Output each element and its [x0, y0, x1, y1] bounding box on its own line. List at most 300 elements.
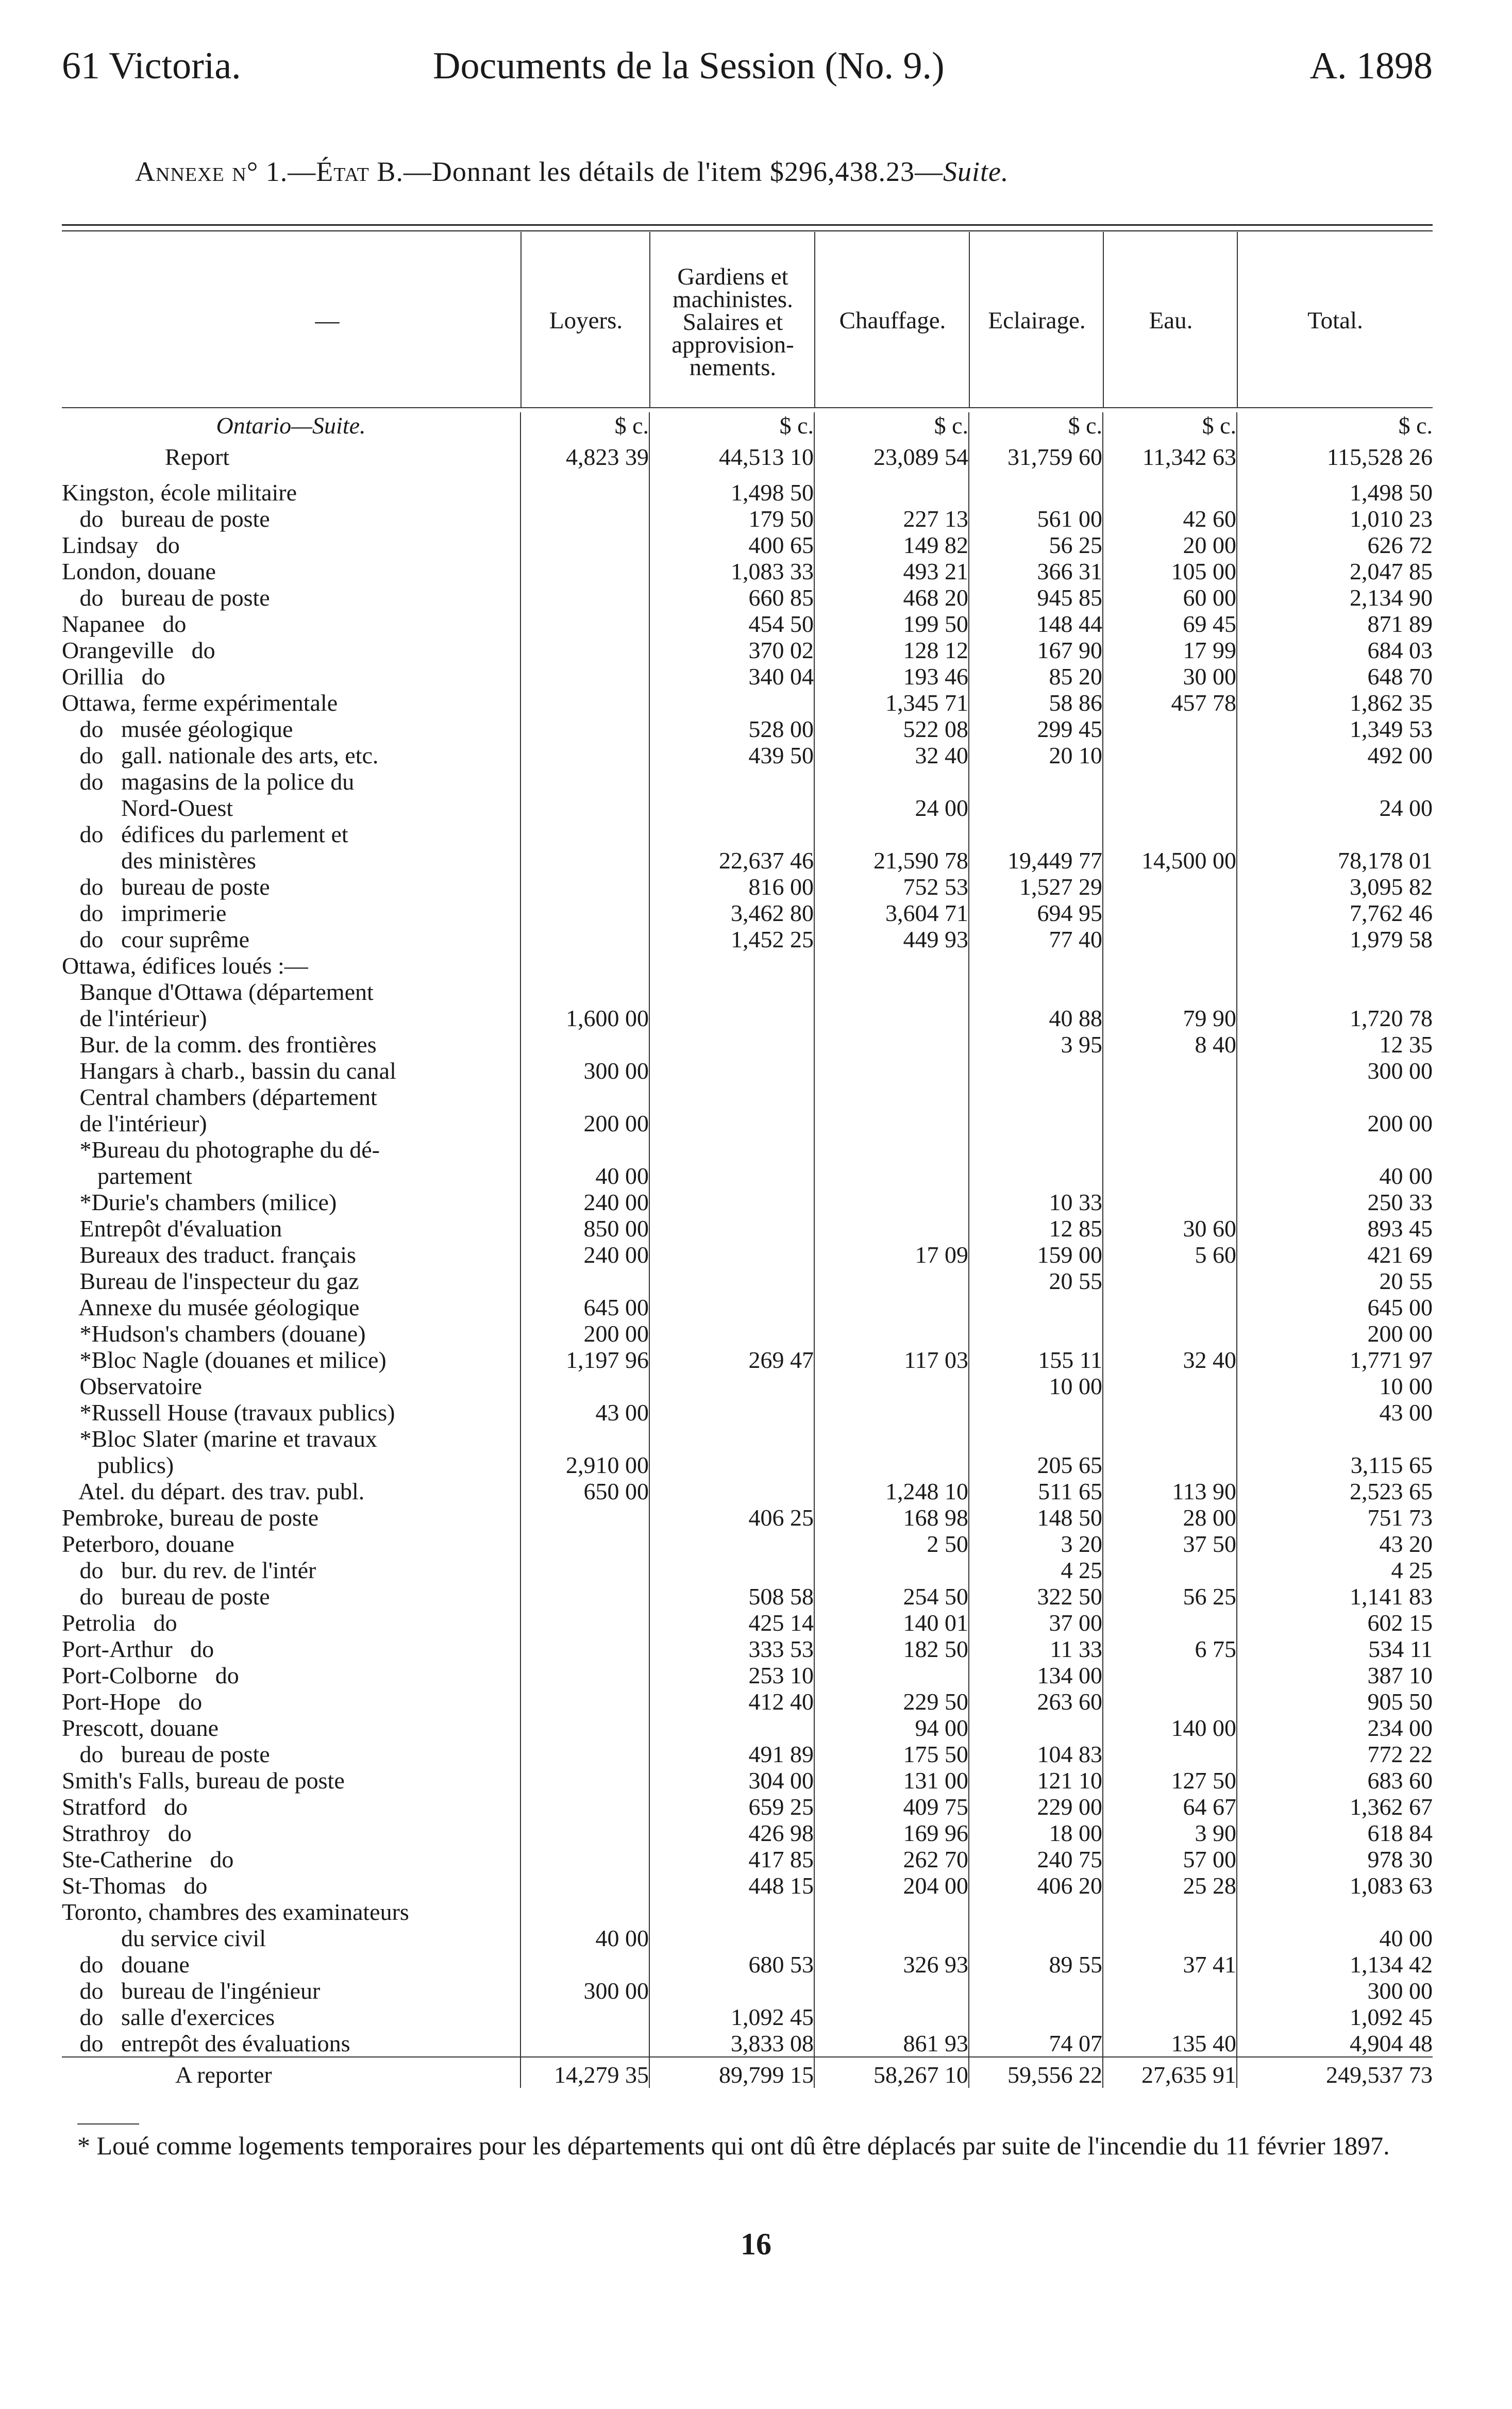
- cell-total: 234 00: [1237, 1715, 1433, 1741]
- cell-eclairage: 167 90: [969, 637, 1103, 663]
- cell-chauffage: 175 50: [814, 1741, 969, 1767]
- cell-chauffage: [814, 1899, 969, 1925]
- cell-eau: 8 40: [1103, 1031, 1237, 1058]
- cell-loyers: [520, 1820, 649, 1846]
- cell-eclairage: 20 10: [969, 742, 1103, 768]
- table-row: [62, 1688, 1433, 1715]
- cell-eau: [1103, 1399, 1237, 1426]
- column-header-total: Total.: [1307, 307, 1363, 334]
- cell-chauffage: [814, 1136, 969, 1163]
- cell-gardiens: [649, 690, 814, 716]
- cell-chauffage: 409 75: [814, 1794, 969, 1820]
- unit-eau: $ c.: [1103, 412, 1237, 444]
- row-label: Ottawa, ferme expérimentale: [62, 690, 338, 716]
- cell-chauffage: 23,089 54: [814, 444, 969, 479]
- cell-eclairage: 89 55: [969, 1951, 1103, 1978]
- cell-total: 602 15: [1237, 1610, 1433, 1636]
- cell-loyers: [520, 1268, 649, 1294]
- table-row: [62, 2030, 1433, 2057]
- cell-loyers: [520, 1426, 649, 1452]
- table-row: [62, 1741, 1433, 1767]
- cell-gardiens: 660 85: [649, 584, 814, 611]
- cell-gardiens: [649, 1031, 814, 1058]
- cell-eclairage: 205 65: [969, 1452, 1103, 1478]
- cell-chauffage: 32 40: [814, 742, 969, 768]
- cell-eclairage: 694 95: [969, 900, 1103, 926]
- row-label: Orillia do: [62, 663, 165, 690]
- cell-eclairage: [969, 821, 1103, 847]
- cell-total: 1,141 83: [1237, 1583, 1433, 1610]
- cell-total: 1,979 58: [1237, 926, 1433, 952]
- cell-gardiens: [649, 1531, 814, 1557]
- page-header: [62, 44, 1433, 91]
- row-label: Orangeville do: [62, 637, 215, 663]
- cell-eclairage: 18 00: [969, 1820, 1103, 1846]
- cell-gardiens: 22,637 46: [649, 847, 814, 874]
- table-row: [62, 1636, 1433, 1662]
- cell-loyers: 300 00: [520, 1058, 649, 1084]
- table-row: [62, 1163, 1433, 1189]
- cell-gardiens: [649, 1452, 814, 1478]
- table-row: [62, 2004, 1433, 2030]
- cell-gardiens: 304 00: [649, 1767, 814, 1794]
- cell-eclairage: [969, 1715, 1103, 1741]
- cell-total: 24 00: [1237, 795, 1433, 821]
- cell-loyers: [520, 637, 649, 663]
- cell-total: 250 33: [1237, 1189, 1433, 1215]
- cell-chauffage: 326 93: [814, 1951, 969, 1978]
- cell-eclairage: 85 20: [969, 663, 1103, 690]
- cell-gardiens: 253 10: [649, 1662, 814, 1688]
- cell-eclairage: [969, 1899, 1103, 1925]
- cell-total: 7,762 46: [1237, 900, 1433, 926]
- cell-gardiens: 3,833 08: [649, 2030, 814, 2057]
- cell-chauffage: [814, 1320, 969, 1347]
- cell-total: 4,904 48: [1237, 2030, 1433, 2057]
- cell-chauffage: 149 82: [814, 532, 969, 558]
- cell-eau: [1103, 1688, 1237, 1715]
- cell-eclairage: 263 60: [969, 1688, 1103, 1715]
- cell-total: 905 50: [1237, 1688, 1433, 1715]
- cell-eclairage: 945 85: [969, 584, 1103, 611]
- row-label: do bur. du rev. de l'intér: [62, 1557, 316, 1583]
- cell-total: 1,362 67: [1237, 1794, 1433, 1820]
- cell-eclairage: [969, 1110, 1103, 1136]
- cell-loyers: [520, 768, 649, 795]
- cell-chauffage: [814, 952, 969, 979]
- cell-total: [1237, 1084, 1433, 1110]
- cell-total: 200 00: [1237, 1110, 1433, 1136]
- cell-chauffage: 140 01: [814, 1610, 969, 1636]
- cell-loyers: [520, 716, 649, 742]
- unit-loyers: $ c.: [520, 412, 649, 444]
- row-label: Hangars à charb., bassin du canal: [62, 1058, 396, 1084]
- cell-loyers: 43 00: [520, 1399, 649, 1426]
- cell-gardiens: [649, 1242, 814, 1268]
- cell-eau: [1103, 1320, 1237, 1347]
- table-row: [62, 611, 1433, 637]
- cell-chauffage: 262 70: [814, 1846, 969, 1872]
- cell-eau: [1103, 1058, 1237, 1084]
- table-row: [62, 1373, 1433, 1399]
- row-label: do gall. nationale des arts, etc.: [62, 742, 379, 768]
- cell-total: 78,178 01: [1237, 847, 1433, 874]
- row-label: des ministères: [62, 847, 256, 874]
- row-label: Stratford do: [62, 1794, 188, 1820]
- row-label: do cour suprême: [62, 926, 250, 952]
- cell-loyers: 240 00: [520, 1189, 649, 1215]
- cell-gardiens: 1,498 50: [649, 479, 814, 506]
- total-eau: 27,635 91: [1103, 2057, 1237, 2088]
- total-chauffage: 58,267 10: [814, 2057, 969, 2088]
- cell-chauffage: 204 00: [814, 1872, 969, 1899]
- cell-total: 12 35: [1237, 1031, 1433, 1058]
- column-divider: [814, 232, 815, 407]
- table-row: [62, 742, 1433, 768]
- cell-total: 1,862 35: [1237, 690, 1433, 716]
- cell-gardiens: [649, 1925, 814, 1951]
- cell-eau: [1103, 1557, 1237, 1583]
- cell-eclairage: 20 55: [969, 1268, 1103, 1294]
- table-row: [62, 1110, 1433, 1136]
- cell-loyers: [520, 1031, 649, 1058]
- cell-loyers: [520, 847, 649, 874]
- cell-eclairage: 11 33: [969, 1636, 1103, 1662]
- cell-total: 648 70: [1237, 663, 1433, 690]
- row-label: Nord-Ouest: [62, 795, 233, 821]
- row-label: Prescott, douane: [62, 1715, 219, 1741]
- cell-chauffage: [814, 768, 969, 795]
- column-header-gardiens: Gardiens et machinistes. Salaires et approvision-nements.: [671, 263, 794, 381]
- row-label: Kingston, école militaire: [62, 479, 297, 506]
- cell-total: 387 10: [1237, 1662, 1433, 1688]
- row-label: do imprimerie: [62, 900, 227, 926]
- cell-chauffage: [814, 979, 969, 1005]
- cell-chauffage: 182 50: [814, 1636, 969, 1662]
- cell-chauffage: [814, 1268, 969, 1294]
- table-title: [135, 156, 1009, 188]
- cell-gardiens: [649, 1899, 814, 1925]
- cell-loyers: [520, 1872, 649, 1899]
- cell-eau: [1103, 1268, 1237, 1294]
- row-label: Port-Hope do: [62, 1688, 203, 1715]
- cell-eclairage: [969, 768, 1103, 795]
- page-number: 16: [741, 2227, 771, 2261]
- cell-total: 1,720 78: [1237, 1005, 1433, 1031]
- cell-eau: 105 00: [1103, 558, 1237, 584]
- cell-eau: [1103, 900, 1237, 926]
- cell-eclairage: 155 11: [969, 1347, 1103, 1373]
- cell-eau: [1103, 1899, 1237, 1925]
- cell-chauffage: [814, 1925, 969, 1951]
- cell-eau: 37 41: [1103, 1951, 1237, 1978]
- table-row: [62, 1399, 1433, 1426]
- table-row: [62, 1872, 1433, 1899]
- cell-eau: 25 28: [1103, 1872, 1237, 1899]
- cell-eau: [1103, 768, 1237, 795]
- cell-chauffage: [814, 1557, 969, 1583]
- cell-eau: [1103, 1610, 1237, 1636]
- total-eclairage: 59,556 22: [969, 2057, 1103, 2088]
- cell-gardiens: 508 58: [649, 1583, 814, 1610]
- table-row: [62, 979, 1433, 1005]
- cell-eau: 69 45: [1103, 611, 1237, 637]
- column-header-chauffage: Chauffage.: [839, 307, 946, 334]
- cell-eau: 5 60: [1103, 1242, 1237, 1268]
- unit-gardiens: $ c.: [649, 412, 814, 444]
- cell-total: 2,523 65: [1237, 1478, 1433, 1504]
- cell-chauffage: 168 98: [814, 1504, 969, 1531]
- cell-chauffage: 199 50: [814, 611, 969, 637]
- table-row: [62, 1294, 1433, 1320]
- cell-gardiens: [649, 795, 814, 821]
- cell-gardiens: 412 40: [649, 1688, 814, 1715]
- row-label: do bureau de poste: [62, 874, 270, 900]
- cell-total: 978 30: [1237, 1846, 1433, 1872]
- cell-gardiens: [649, 1478, 814, 1504]
- cell-loyers: [520, 952, 649, 979]
- row-label: Annexe du musée géologique: [62, 1294, 360, 1320]
- table-row: [62, 1504, 1433, 1531]
- expense-table: [62, 412, 1433, 2088]
- cell-gardiens: [649, 1399, 814, 1426]
- cell-eau: 42 60: [1103, 506, 1237, 532]
- cell-eau: 56 25: [1103, 1583, 1237, 1610]
- cell-loyers: [520, 690, 649, 716]
- cell-eclairage: [969, 1084, 1103, 1110]
- cell-eclairage: 299 45: [969, 716, 1103, 742]
- cell-eau: 20 00: [1103, 532, 1237, 558]
- cell-chauffage: 169 96: [814, 1820, 969, 1846]
- cell-eclairage: 159 00: [969, 1242, 1103, 1268]
- cell-total: 200 00: [1237, 1320, 1433, 1347]
- title-suite: Suite.: [943, 156, 1009, 187]
- table-row: [62, 716, 1433, 742]
- cell-total: 40 00: [1237, 1925, 1433, 1951]
- row-label: Toronto, chambres des examinateurs: [62, 1899, 409, 1925]
- row-label: do bureau de l'ingénieur: [62, 1978, 321, 2004]
- column-divider: [1103, 232, 1104, 407]
- cell-eclairage: 1,527 29: [969, 874, 1103, 900]
- cell-gardiens: 528 00: [649, 716, 814, 742]
- cell-eclairage: 511 65: [969, 1478, 1103, 1504]
- cell-loyers: [520, 1610, 649, 1636]
- unit-total: $ c.: [1237, 412, 1433, 444]
- unit-eclairage: $ c.: [969, 412, 1103, 444]
- table-row: [62, 926, 1433, 952]
- cell-total: 534 11: [1237, 1636, 1433, 1662]
- total-total: 249,537 73: [1237, 2057, 1433, 2088]
- row-label: Bur. de la comm. des frontières: [62, 1031, 377, 1058]
- column-divider: [1237, 232, 1238, 407]
- row-label: do magasins de la police du: [62, 768, 355, 795]
- cell-loyers: 2,910 00: [520, 1452, 649, 1478]
- cell-eau: [1103, 1925, 1237, 1951]
- cell-gardiens: 340 04: [649, 663, 814, 690]
- cell-chauffage: 94 00: [814, 1715, 969, 1741]
- cell-chauffage: [814, 2004, 969, 2030]
- table-row: [62, 1767, 1433, 1794]
- row-label: Banque d'Ottawa (département: [62, 979, 374, 1005]
- cell-gardiens: 454 50: [649, 611, 814, 637]
- cell-eau: [1103, 1452, 1237, 1478]
- cell-loyers: [520, 979, 649, 1005]
- cell-chauffage: [814, 1215, 969, 1242]
- cell-total: 1,010 23: [1237, 506, 1433, 532]
- row-label: Smith's Falls, bureau de poste: [62, 1767, 345, 1794]
- cell-eclairage: 10 33: [969, 1189, 1103, 1215]
- cell-eau: 28 00: [1103, 1504, 1237, 1531]
- table-row: [62, 532, 1433, 558]
- cell-total: 871 89: [1237, 611, 1433, 637]
- cell-eclairage: 56 25: [969, 532, 1103, 558]
- cell-gardiens: 3,462 80: [649, 900, 814, 926]
- cell-gardiens: [649, 768, 814, 795]
- cell-eau: [1103, 874, 1237, 900]
- cell-eclairage: 240 75: [969, 1846, 1103, 1872]
- cell-loyers: [520, 821, 649, 847]
- document-title: Documents de la Session (No. 9.): [433, 45, 945, 87]
- cell-loyers: [520, 558, 649, 584]
- cell-eau: [1103, 1373, 1237, 1399]
- cell-eau: 79 90: [1103, 1005, 1237, 1031]
- cell-gardiens: [649, 979, 814, 1005]
- table-row: [62, 1084, 1433, 1110]
- cell-eau: [1103, 926, 1237, 952]
- cell-eclairage: [969, 1925, 1103, 1951]
- cell-gardiens: 426 98: [649, 1820, 814, 1846]
- cell-eau: [1103, 795, 1237, 821]
- table-row: [62, 1846, 1433, 1872]
- table-row: [62, 584, 1433, 611]
- cell-chauffage: 131 00: [814, 1767, 969, 1794]
- cell-eclairage: 77 40: [969, 926, 1103, 952]
- cell-gardiens: 370 02: [649, 637, 814, 663]
- cell-eclairage: 37 00: [969, 1610, 1103, 1636]
- cell-eau: [1103, 1662, 1237, 1688]
- cell-loyers: [520, 1636, 649, 1662]
- cell-eau: 140 00: [1103, 1715, 1237, 1741]
- cell-eclairage: [969, 1978, 1103, 2004]
- cell-loyers: [520, 900, 649, 926]
- cell-loyers: [520, 1583, 649, 1610]
- cell-loyers: [520, 1504, 649, 1531]
- cell-eclairage: 31,759 60: [969, 444, 1103, 479]
- cell-loyers: [520, 1741, 649, 1767]
- row-label: do musée géologique: [62, 716, 293, 742]
- cell-eclairage: [969, 1426, 1103, 1452]
- cell-gardiens: [649, 1373, 814, 1399]
- table-row: [62, 900, 1433, 926]
- cell-loyers: 645 00: [520, 1294, 649, 1320]
- cell-gardiens: [649, 1163, 814, 1189]
- cell-gardiens: 491 89: [649, 1741, 814, 1767]
- cell-chauffage: 128 12: [814, 637, 969, 663]
- cell-eau: [1103, 1978, 1237, 2004]
- row-label: de l'intérieur): [62, 1110, 207, 1136]
- title-text: Donnant les détails de l'item $296,438.23—: [431, 156, 943, 187]
- cell-eclairage: [969, 952, 1103, 979]
- column-header-loyers: Loyers.: [549, 307, 623, 334]
- cell-gardiens: [649, 1557, 814, 1583]
- header-bottom-rule: [62, 407, 1433, 408]
- cell-gardiens: [649, 1268, 814, 1294]
- cell-total: 2,047 85: [1237, 558, 1433, 584]
- row-label: Port-Arthur do: [62, 1636, 214, 1662]
- cell-eau: [1103, 1741, 1237, 1767]
- cell-loyers: [520, 1951, 649, 1978]
- cell-loyers: [520, 532, 649, 558]
- cell-eclairage: 121 10: [969, 1767, 1103, 1794]
- cell-loyers: 1,197 96: [520, 1347, 649, 1373]
- cell-loyers: 240 00: [520, 1242, 649, 1268]
- cell-gardiens: 1,092 45: [649, 2004, 814, 2030]
- cell-chauffage: [814, 821, 969, 847]
- row-label: Port-Colborne do: [62, 1662, 239, 1688]
- cell-gardiens: 680 53: [649, 1951, 814, 1978]
- cell-loyers: [520, 663, 649, 690]
- cell-loyers: [520, 795, 649, 821]
- cell-loyers: [520, 1846, 649, 1872]
- cell-loyers: 40 00: [520, 1163, 649, 1189]
- cell-chauffage: 1,345 71: [814, 690, 969, 716]
- table-row: [62, 1531, 1433, 1557]
- cell-chauffage: [814, 1110, 969, 1136]
- cell-chauffage: 227 13: [814, 506, 969, 532]
- cell-loyers: [520, 1373, 649, 1399]
- cell-gardiens: [649, 1978, 814, 2004]
- cell-total: 300 00: [1237, 1058, 1433, 1084]
- cell-chauffage: [814, 1662, 969, 1688]
- cell-chauffage: 21,590 78: [814, 847, 969, 874]
- cell-eau: 14,500 00: [1103, 847, 1237, 874]
- cell-gardiens: 1,452 25: [649, 926, 814, 952]
- row-label: de l'intérieur): [62, 1005, 207, 1031]
- cell-total: 683 60: [1237, 1767, 1433, 1794]
- table-row: [62, 1662, 1433, 1688]
- table-row: [62, 1820, 1433, 1846]
- table-row: [62, 1951, 1433, 1978]
- cell-eau: [1103, 1084, 1237, 1110]
- cell-loyers: [520, 611, 649, 637]
- cell-eclairage: 104 83: [969, 1741, 1103, 1767]
- table-row: [62, 1452, 1433, 1478]
- cell-eclairage: 3 20: [969, 1531, 1103, 1557]
- cell-chauffage: 493 21: [814, 558, 969, 584]
- cell-eau: 60 00: [1103, 584, 1237, 611]
- cell-gardiens: 417 85: [649, 1846, 814, 1872]
- cell-gardiens: 406 25: [649, 1504, 814, 1531]
- cell-chauffage: 254 50: [814, 1583, 969, 1610]
- cell-chauffage: [814, 1031, 969, 1058]
- cell-total: 1,771 97: [1237, 1347, 1433, 1373]
- cell-eau: 57 00: [1103, 1846, 1237, 1872]
- row-label: Bureau de l'inspecteur du gaz: [62, 1268, 359, 1294]
- cell-loyers: [520, 742, 649, 768]
- cell-chauffage: 1,248 10: [814, 1478, 969, 1504]
- cell-eau: 135 40: [1103, 2030, 1237, 2057]
- table-row: [62, 1715, 1433, 1741]
- session-year: 61 Victoria.: [62, 45, 241, 87]
- cell-chauffage: 449 93: [814, 926, 969, 952]
- cell-chauffage: [814, 1163, 969, 1189]
- cell-eau: 457 78: [1103, 690, 1237, 716]
- cell-eau: [1103, 952, 1237, 979]
- cell-eclairage: [969, 979, 1103, 1005]
- row-label: Lindsay do: [62, 532, 180, 558]
- row-label: *Bloc Slater (marine et travaux: [62, 1426, 377, 1452]
- cell-eclairage: 4 25: [969, 1557, 1103, 1583]
